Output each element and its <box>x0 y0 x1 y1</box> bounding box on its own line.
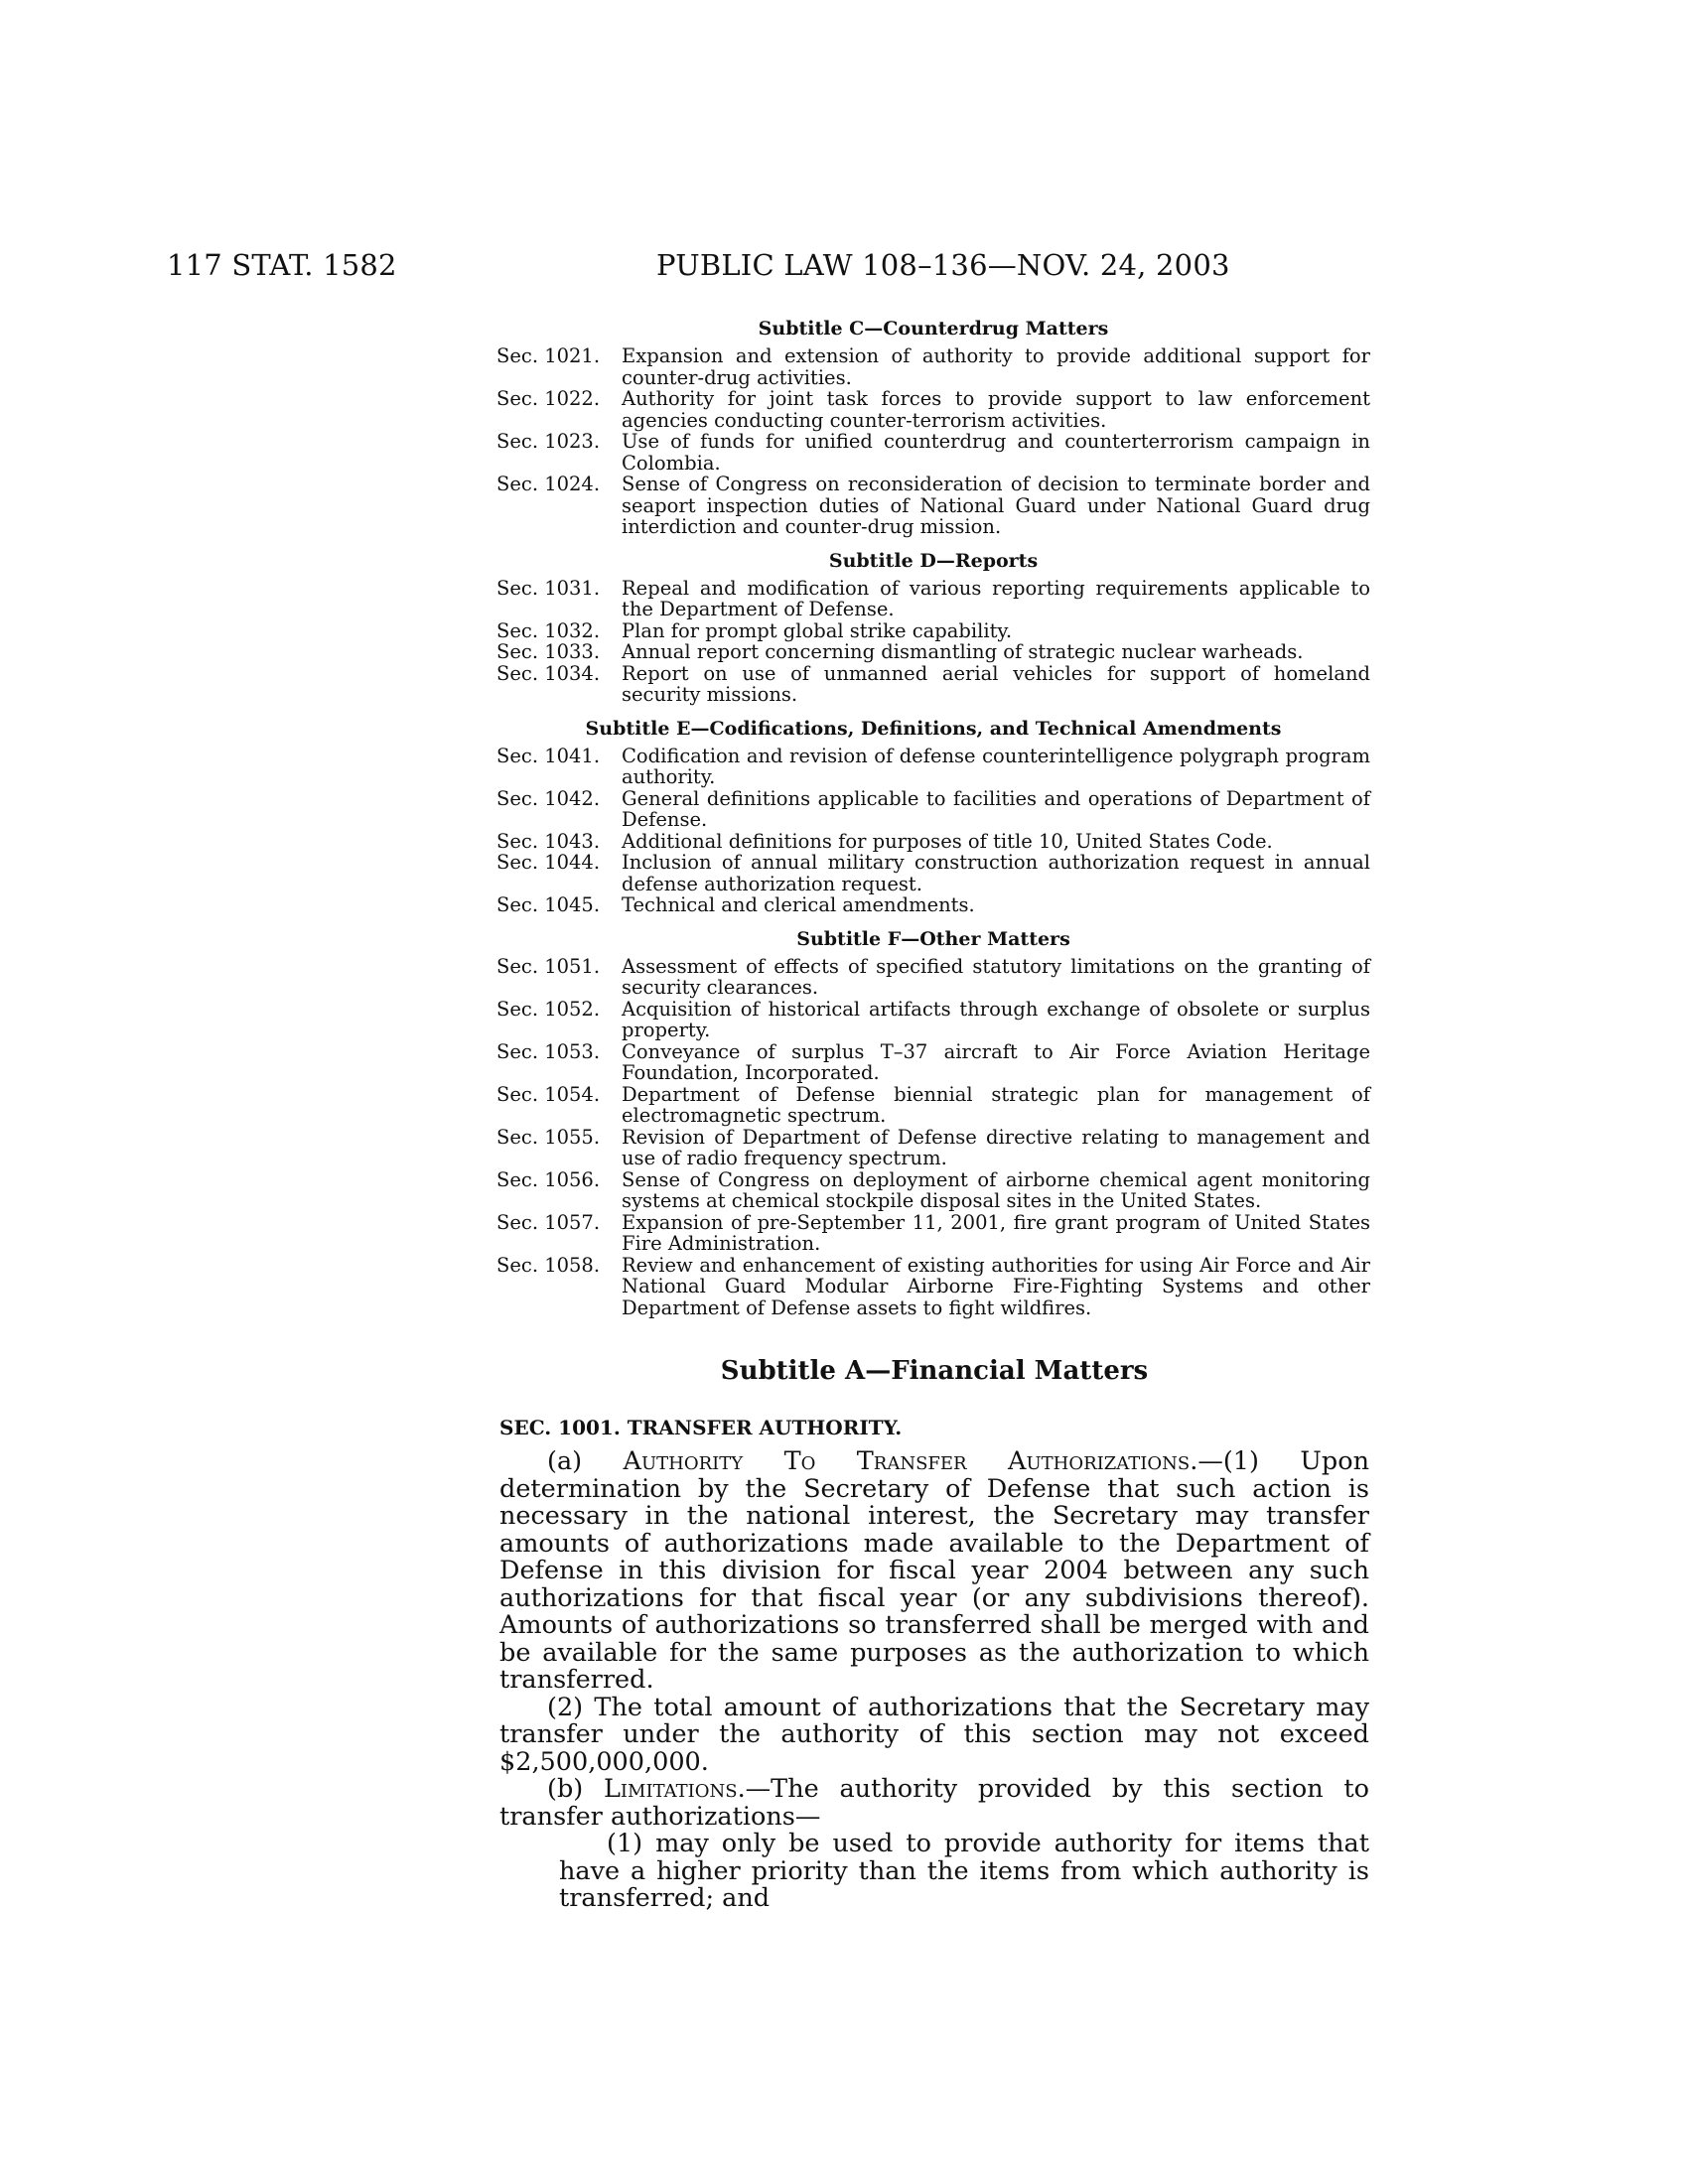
toc-section-title: Conveyance of surplus T–37 aircraft to Air Force Aviation Heritage Foundation, Incorporated. <box>622 1039 1370 1084</box>
paragraph-a <box>499 1448 1369 1695</box>
toc-section-title: Revision of Department of Defense directive relating to management and use of radio frequency spectrum. <box>622 1125 1370 1169</box>
toc-section-number: Sec. 1023. <box>496 430 601 453</box>
toc-spacer <box>496 538 1370 548</box>
toc-entry <box>496 894 1370 916</box>
paragraph-b1 <box>499 1831 1369 1913</box>
paragraph-b1-text: (1) may only be used to provide authority for items that have a higher priority than the items from which authority is transferred; and <box>559 1829 1369 1913</box>
toc-section-number: Sec. 1024. <box>496 473 601 495</box>
toc-entry <box>496 620 1370 642</box>
toc-subtitle-heading: Subtitle C—Counterdrug Matters <box>758 318 1109 340</box>
toc-section-number: Sec. 1021. <box>496 344 601 367</box>
toc-entry <box>496 831 1370 853</box>
toc-section-number: Sec. 1022. <box>496 387 601 410</box>
toc-section-number: Sec. 1031. <box>496 576 601 600</box>
paragraph-a-caption: Authority To Transfer Authorizations <box>623 1446 1191 1476</box>
toc-entry <box>496 1169 1370 1212</box>
main-text <box>499 1355 1369 1913</box>
toc-section-title: Expansion and extension of authority to provide additional support for counter-drug activities. <box>622 344 1370 389</box>
toc-section-title: Repeal and modification of various reporting requirements applicable to the Department of Defense. <box>622 576 1370 620</box>
toc-section-number: Sec. 1041. <box>496 744 601 767</box>
toc-entry <box>496 388 1370 431</box>
section-heading: SEC. 1001. TRANSFER AUTHORITY. <box>499 1416 903 1439</box>
toc-section-number: Sec. 1032. <box>496 618 601 642</box>
toc-section-title: Review and enhancement of existing authorities for using Air Force and Air National Guard Modular Airborne Fire-Fighting Systems and other Department of Defense assets to fight wildfires. <box>622 1253 1370 1319</box>
toc-section-title: Use of funds for unified counterdrug and counterterrorism campaign in Colombia. <box>622 430 1370 475</box>
toc-section-title: Additional definitions for purposes of title 10, United States Code. <box>622 829 1273 853</box>
toc-entry <box>496 956 1370 999</box>
toc-section-number: Sec. 1033. <box>496 640 601 663</box>
toc-section-title: Technical and clerical amendments. <box>622 893 975 916</box>
toc-section-title: Department of Defense biennial strategic plan for management of electromagnetic spectrum. <box>622 1082 1370 1127</box>
toc-subtitle-heading: Subtitle E—Codifications, Definitions, and Technical Amendments <box>585 717 1282 740</box>
toc-entry <box>496 578 1370 620</box>
paragraph-b-label: (b) <box>547 1774 604 1804</box>
toc-section-number: Sec. 1034. <box>496 661 601 685</box>
toc-section-number: Sec. 1044. <box>496 851 601 874</box>
toc-section-number: Sec. 1055. <box>496 1125 601 1149</box>
subtitle-heading: Subtitle A—Financial Matters <box>720 1356 1149 1386</box>
toc-section-title: Assessment of effects of specified statutory limitations on the granting of security clearances. <box>622 954 1370 999</box>
toc-section-number: Sec. 1056. <box>496 1167 601 1191</box>
paragraph-b-text: .—The authority provided by this section to transfer authorizations— <box>499 1774 1370 1832</box>
toc-section-title: Codification and revision of defense counterintelligence polygraph program authority. <box>622 744 1370 788</box>
toc-entry <box>496 788 1370 831</box>
toc-section-title: Report on use of unmanned aerial vehicles for support of homeland security missions. <box>622 661 1370 706</box>
paragraph-b-caption: Limitations <box>604 1774 738 1804</box>
toc-entry <box>496 852 1370 894</box>
toc-entry <box>496 345 1370 388</box>
toc-entry <box>496 474 1370 538</box>
toc-entry <box>496 1255 1370 1319</box>
public-law-title: PUBLIC LAW 108–136—NOV. 24, 2003 <box>656 248 1230 282</box>
statute-page-number: 117 STAT. 1582 <box>167 248 397 282</box>
toc-section-number: Sec. 1053. <box>496 1039 601 1063</box>
toc-entry <box>496 663 1370 706</box>
table-of-contents <box>496 316 1370 1318</box>
toc-section-title: Plan for prompt global strike capability. <box>622 618 1013 642</box>
toc-section-number: Sec. 1043. <box>496 829 601 853</box>
toc-entry <box>496 1127 1370 1169</box>
toc-entry <box>496 431 1370 474</box>
toc-section-title: Sense of Congress on deployment of airborne chemical agent monitoring systems at chemical stockpile disposal sites in the United States. <box>622 1167 1370 1212</box>
toc-section-title: General definitions applicable to facilities and operations of Department of Defense. <box>622 786 1370 831</box>
toc-entry <box>496 1212 1370 1255</box>
toc-subtitle-heading: Subtitle F—Other Matters <box>796 927 1070 950</box>
toc-entry <box>496 641 1370 663</box>
toc-section-title: Acquisition of historical artifacts through exchange of obsolete or surplus property. <box>622 997 1370 1041</box>
toc-section-title: Inclusion of annual military construction authorization request in annual defense authorization request. <box>622 851 1370 895</box>
toc-section-number: Sec. 1058. <box>496 1253 601 1277</box>
toc-section-number: Sec. 1054. <box>496 1082 601 1106</box>
toc-section-number: Sec. 1042. <box>496 786 601 810</box>
toc-section-title: Annual report concerning dismantling of strategic nuclear warheads. <box>622 640 1304 663</box>
toc-entry <box>496 1041 1370 1084</box>
toc-section-number: Sec. 1051. <box>496 954 601 978</box>
toc-section-number: Sec. 1052. <box>496 997 601 1021</box>
paragraph-a-label: (a) <box>547 1446 624 1476</box>
toc-spacer <box>496 706 1370 716</box>
toc-spacer <box>496 916 1370 926</box>
page-header <box>167 248 1230 288</box>
paragraph-a2: (2) The total amount of authorizations that the Secretary may transfer under the authority of this section may not exceed $2,500,000,000. <box>499 1692 1369 1777</box>
toc-entry <box>496 746 1370 788</box>
toc-section-number: Sec. 1045. <box>496 893 601 916</box>
toc-section-title: Sense of Congress on reconsideration of decision to terminate border and seaport inspection duties of National Guard under National Guard drug interdiction and counter-drug mission. <box>622 473 1370 538</box>
toc-entry <box>496 1084 1370 1127</box>
paragraph-a-text: .—(1) Upon determination by the Secretary of Defense that such action is necessary in the national interest, the Secretary may transfer amounts of authorizations made available to the Department of Defense in this division for fiscal year 2004 between any such authorizations for that fiscal year (or any subdivisions thereof). Amounts of authorizations so transferred shall be merged with and be available for the same purposes as the authorization to which transferred. <box>499 1446 1370 1695</box>
paragraph-b <box>499 1776 1369 1831</box>
toc-entry <box>496 999 1370 1041</box>
toc-subtitle-heading: Subtitle D—Reports <box>828 549 1039 572</box>
toc-section-title: Authority for joint task forces to provide support to law enforcement agencies conducting counter-terrorism activities. <box>622 387 1370 432</box>
toc-section-title: Expansion of pre-September 11, 2001, fire grant program of United States Fire Administration. <box>622 1210 1370 1255</box>
toc-section-number: Sec. 1057. <box>496 1210 601 1234</box>
